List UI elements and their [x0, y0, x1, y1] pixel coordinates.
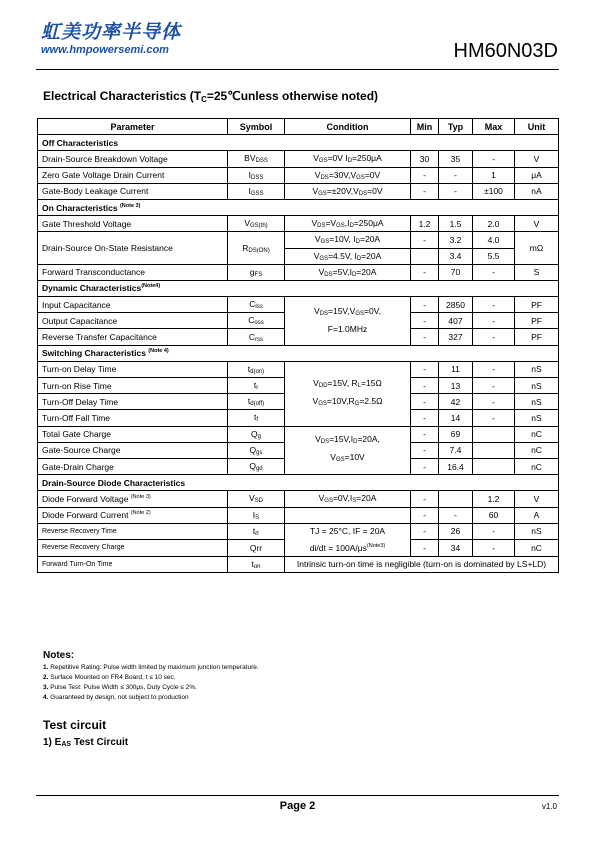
logo-website: www.hmpowersemi.com [41, 44, 169, 56]
note-item: 3. Pulse Test: Pulse Width ≤ 300μs, Duty Cycle ≤ 2%. [43, 684, 197, 691]
company-logo [41, 22, 181, 57]
header-min: Min [411, 119, 439, 135]
note-item: 4. Guaranteed by design, not subject to production [43, 694, 189, 701]
table-row: Forward Turn-On Time ton Intrinsic turn-on time is negligible (turn-on is dominated by LS+LD) [38, 556, 559, 572]
header-symbol: Symbol [228, 119, 285, 135]
table-row: VGS=4.5V, ID=20A 3.4 5.5 [38, 248, 559, 264]
table-row: Zero Gate Voltage Drain Current IDSS VDS=30V,VGS=0V - - 1 μA [38, 167, 559, 183]
header-unit: Unit [515, 119, 559, 135]
table-header-row [38, 119, 559, 135]
group-row: Drain-Source Diode Characteristics [38, 475, 559, 491]
table-row: Forward Transconductance gFS VDS=5V,ID=20A - 70 - S [38, 264, 559, 280]
header-typ: Typ [439, 119, 473, 135]
notes-section [43, 650, 259, 703]
logo-chinese-name: 虹美功率半导体 [41, 21, 182, 43]
section-title: Electrical Characteristics ($T_C=25℃unless$ otherwise noted) [43, 89, 379, 104]
notes-title: Notes: [43, 650, 75, 661]
footer-divider [36, 795, 559, 796]
table-row: Reverse Recovery Charge Qrr - 34 - nC [38, 540, 559, 557]
test-circuit-title: Test circuit [43, 718, 107, 732]
table-row: Gate-Body Leakage Current IGSS VGS=±20V,VDS=0V - - ±100 nA [38, 183, 559, 199]
table-row: Turn-Off Delay Time td(off) - 42 - nS [38, 394, 559, 410]
table-row: Reverse Transfer Capacitance Crss - 327 - PF [38, 329, 559, 345]
group-row: On Characteristics $^{(Note 3)}$ [38, 199, 559, 215]
header-condition: Condition [285, 119, 411, 135]
table-row: Output Capacitance Coss - 407 - PF [38, 313, 559, 329]
header-max: Max [473, 119, 515, 135]
group-row: Dynamic Characteristics$^{(Note4)}$ [38, 280, 559, 296]
table-row: Input Capacitance Clss VDS=15V,VGS=0V, F=1.0MHz - 2850 - PF [38, 297, 559, 313]
note-item: 1. Repetitive Rating: Pulse width limited by maximum junction temperature. [43, 664, 259, 671]
part-number: HM60N03D [453, 40, 558, 62]
table-row: Gate Threshold Voltage VGS(th) VDS=VGS,ID=250μA 1.2 1.5 2.0 V [38, 216, 559, 232]
table-row: Gate-Source Charge Qgs - 7.4 nC [38, 442, 559, 458]
test-circuit-subtitle: 1) EAS Test Circuit [43, 737, 129, 748]
table-row: Turn-on Rise Time tr - 13 - nS [38, 378, 559, 394]
table-row: Reverse Recovery Time trr TJ = 25°C, IF = 20A di/dt = 100A/μs$^{(Note3)}$ - 26 - nS [38, 523, 559, 540]
table-row: Diode Forward Voltage $^{(Note 3)}$ VSD VGS=0V,IS=20A - 1.2 V [38, 491, 559, 507]
electrical-characteristics-table [37, 118, 559, 573]
group-row: Off Characteristics [38, 135, 559, 151]
table-row: Turn-Off Fall Time tf - 14 - nS [38, 410, 559, 426]
table-row: Total Gate Charge Qg VDS=15V,ID=20A, VGS=10V - 69 nC [38, 426, 559, 442]
group-row: Switching Characteristics $^{(Note 4)}$ [38, 345, 559, 361]
version-label: v1.0 [541, 802, 557, 811]
header-divider [36, 69, 559, 70]
table-row: Diode Forward Current $^{(Note 2)}$ IS - - 60 A [38, 507, 559, 523]
table-row: Turn-on Delay Time td(on) VDD=15V, RL=15Ω VGS=10V,RG=2.5Ω - 11 - nS [38, 361, 559, 377]
page-number: Page 2 [279, 800, 316, 812]
table-row: Drain-Source On-State Resistance RDS(ON) VGS=10V, ID=20A - 3.2 4.0 mΩ [38, 232, 559, 248]
table-row: Drain-Source Breakdown Voltage BVDSS VGS=0V ID=250μA 30 35 - V [38, 151, 559, 167]
header-parameter: Parameter [38, 119, 228, 135]
note-item: 2. Surface Mounted on FR4 Board, t ≤ 10 sec. [43, 674, 176, 681]
table-row: Gate-Drain Charge Qgd - 16.4 nC [38, 458, 559, 474]
